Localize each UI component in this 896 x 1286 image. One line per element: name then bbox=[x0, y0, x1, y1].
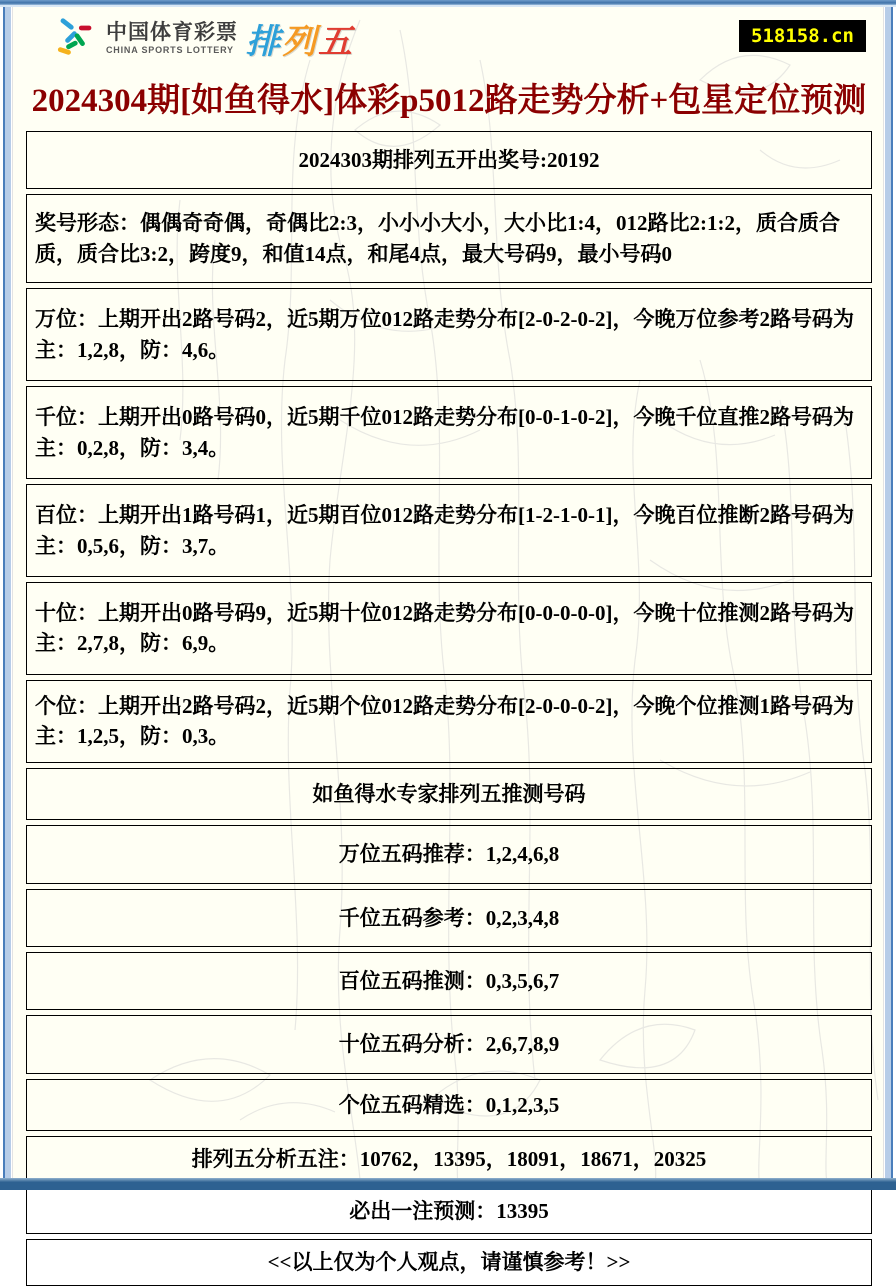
wan-position-analysis-row: 万位：上期开出2路号码2，近5期万位012路走势分布[2-0-2-0-2]，今晚万位参考2路号码为主：1,2,8，防：4,6。 bbox=[26, 288, 872, 381]
brand-name-cn: 中国体育彩票 bbox=[106, 21, 238, 44]
game-name-pailiewu bbox=[246, 14, 354, 63]
qian-five-codes-row: 千位五码参考：0,2,3,4,8 bbox=[26, 889, 872, 947]
frame-right-strip bbox=[883, 0, 896, 1190]
brand-text bbox=[106, 22, 238, 55]
frame-bottom-bar bbox=[0, 1178, 896, 1190]
number-pattern-row: 奖号形态：偶偶奇奇偶，奇偶比2:3，小小小大小，大小比1:4，012路比2:1:2，质合质合质，质合比3:2，跨度9，和值14点，和尾4点，最大号码9，最小号码0 bbox=[26, 194, 872, 283]
brand-name-en: CHINA SPORTS LOTTERY bbox=[106, 45, 234, 55]
wan-five-codes-row: 万位五码推荐：1,2,4,6,8 bbox=[26, 825, 872, 883]
china-sports-lottery-logo bbox=[54, 14, 354, 63]
game-char-3: 五 bbox=[318, 23, 354, 61]
header bbox=[26, 12, 872, 70]
bai-position-analysis-row: 百位：上期开出1路号码1，近5期百位012路走势分布[1-2-1-0-1]，今晚百位推断2路号码为主：0,5,6，防：3,7。 bbox=[26, 484, 872, 577]
frame-left-strip bbox=[0, 0, 13, 1190]
must-hit-prediction-row: 必出一注预测：13395 bbox=[26, 1188, 872, 1234]
expert-prediction-header-row: 如鱼得水专家排列五推测号码 bbox=[26, 768, 872, 820]
site-domain-badge: 518158.cn bbox=[739, 20, 866, 52]
game-char-2: 列 bbox=[282, 23, 318, 61]
frame-top-bar bbox=[0, 0, 896, 7]
qian-position-analysis-row: 千位：上期开出0路号码0，近5期千位012路走势分布[0-0-1-0-2]，今晚千位直推2路号码为主：0,2,8，防：3,4。 bbox=[26, 386, 872, 479]
ge-five-codes-row: 个位五码精选：0,1,2,3,5 bbox=[26, 1079, 872, 1131]
bai-five-codes-row: 百位五码推测：0,3,5,6,7 bbox=[26, 952, 872, 1010]
page-title: 2024304期[如鱼得水]体彩p5012路走势分析+包星定位预测 bbox=[31, 83, 867, 119]
game-char-1: 排 bbox=[246, 23, 282, 61]
prev-draw-result-row: 2024303期排列五开出奖号:20192 bbox=[26, 131, 872, 189]
lottery-figure-icon bbox=[54, 16, 100, 62]
shi-five-codes-row: 十位五码分析：2,6,7,8,9 bbox=[26, 1015, 872, 1073]
five-bets-row: 排列五分析五注：10762，13395，18091，18671，20325 bbox=[26, 1136, 872, 1182]
analysis-table bbox=[26, 131, 872, 1286]
ge-position-analysis-row: 个位：上期开出2路号码2，近5期个位012路走势分布[2-0-0-0-2]，今晚个位推测1路号码为主：1,2,5，防：0,3。 bbox=[26, 680, 872, 763]
shi-position-analysis-row: 十位：上期开出0路号码9，近5期十位012路走势分布[0-0-0-0-0]，今晚十位推测2路号码为主：2,7,8，防：6,9。 bbox=[26, 582, 872, 675]
disclaimer-row: <<以上仅为个人观点，请谨慎参考！>> bbox=[26, 1239, 872, 1285]
